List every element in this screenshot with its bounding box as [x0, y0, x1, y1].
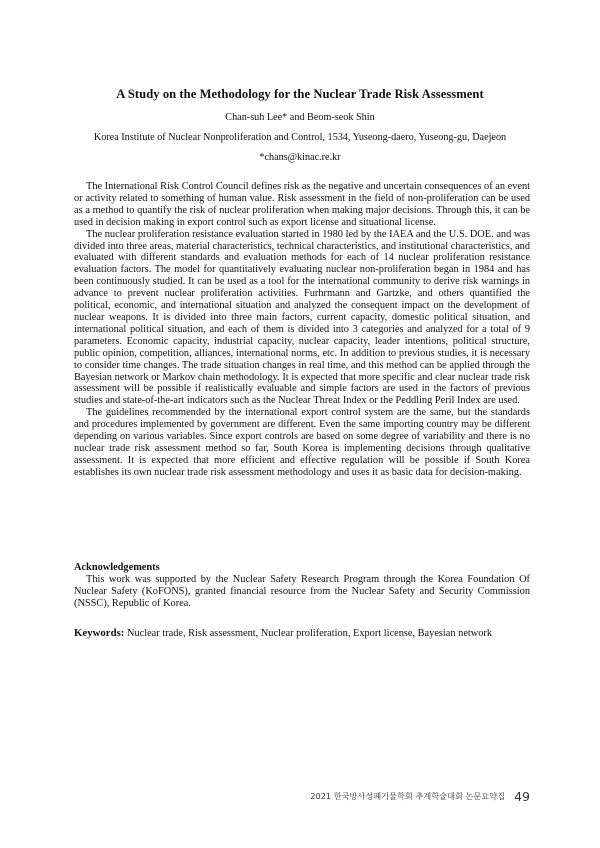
affiliation: Korea Institute of Nuclear Nonproliferation and Control, 1534, Yuseong-daero, Yuseong-gu, Daejeon [93, 132, 507, 143]
abstract-body [74, 181, 530, 479]
acknowledgements-heading: Acknowledgements [74, 562, 160, 573]
acknowledgements-text [74, 574, 530, 610]
paragraph: The nuclear proliferation resistance evaluation started in 1980 led by the IAEA and the U.S. DOE. and was divided into three areas, material characteristics, technical characteristics, and institutional characteristics, and evaluated with different standards and evaluation methods for each of 14 nuclear proliferation resistance evaluation factors. The model for quantitatively evaluating nuclear non-proliferation began in 1984 and has been continuously studied. It can be used as a tool for the international community to derive risk warnings in advance to prevent nuclear proliferation activities. Furhrmann and Gartzke, and others quantified the political, economic, and international situation and analyzed the consequent impact on the development of nuclear weapons. It is divided into three main factors, current capacity, domestic political situation, and international political situation, and each of them is divided into 3 categories and analyzed for a total of 9 parameters. Economic capacity, industrial capacity, nuclear capacity, leader intentions, political structure, public opinion, competition, alliances, international norms, etc. In addition to previous studies, it is necessary to consider time changes. The trade situation changes in real time, and this method can be applied through the Bayesian network or Markov chain methodology. It is expected that more specific and clear nuclear trade risk assessment will be possible if realistically evaluable and simple factors are used in the factors of previous studies and state-of-the-art indicators such as the Nuclear Threat Index or the Peddling Peril Index are used. [74, 228, 530, 407]
keywords [74, 627, 530, 639]
paragraph: The guidelines recommended by the international export control system are the same, but the standards and procedures implemented by government are different. Even the same importing country may be different depending on various variables. Since export controls are based on some degree of variability and there is no nuclear trade risk assessment method so far, South Korea is implementing decisions through qualitative assessment. It is expected that more efficient and effective regulation will be possible if South Korea establishes its own nuclear trade risk assessment methodology and uses it as basic data for decision-making. [74, 407, 530, 478]
paragraph: This work was supported by the Nuclear Safety Research Program through the Korea Foundation Of Nuclear Safety (KoFONS), granted financial resource from the Nuclear Safety and Security Commission (NSSC), Republic of Korea. [74, 574, 530, 609]
paper-title: A Study on the Methodology for the Nuclear Trade Risk Assessment [116, 87, 484, 101]
page-footer [310, 786, 530, 805]
keywords-list: Nuclear trade, Risk assessment, Nuclear proliferation, Export license, Bayesian network [124, 628, 493, 639]
footer-text: 2021 한국방사성폐기물학회 추계학술대회 논문요약집 [310, 791, 505, 801]
keywords-label: Keywords: [74, 627, 125, 639]
page-number: 49 [514, 789, 530, 804]
authors: Chan-suh Lee* and Beom-seok Shin [225, 112, 375, 123]
paragraph: The International Risk Control Council defines risk as the negative and uncertain consequences of an event or activity related to something of human value. Risk assessment in the field of non-proliferation can be used as a method to quantify the risk of nuclear proliferation when making major decisions. Through this, it can be used in decision making in export control such as export license and situational license. [74, 181, 530, 228]
email: *chans@kinac.re.kr [259, 152, 341, 163]
